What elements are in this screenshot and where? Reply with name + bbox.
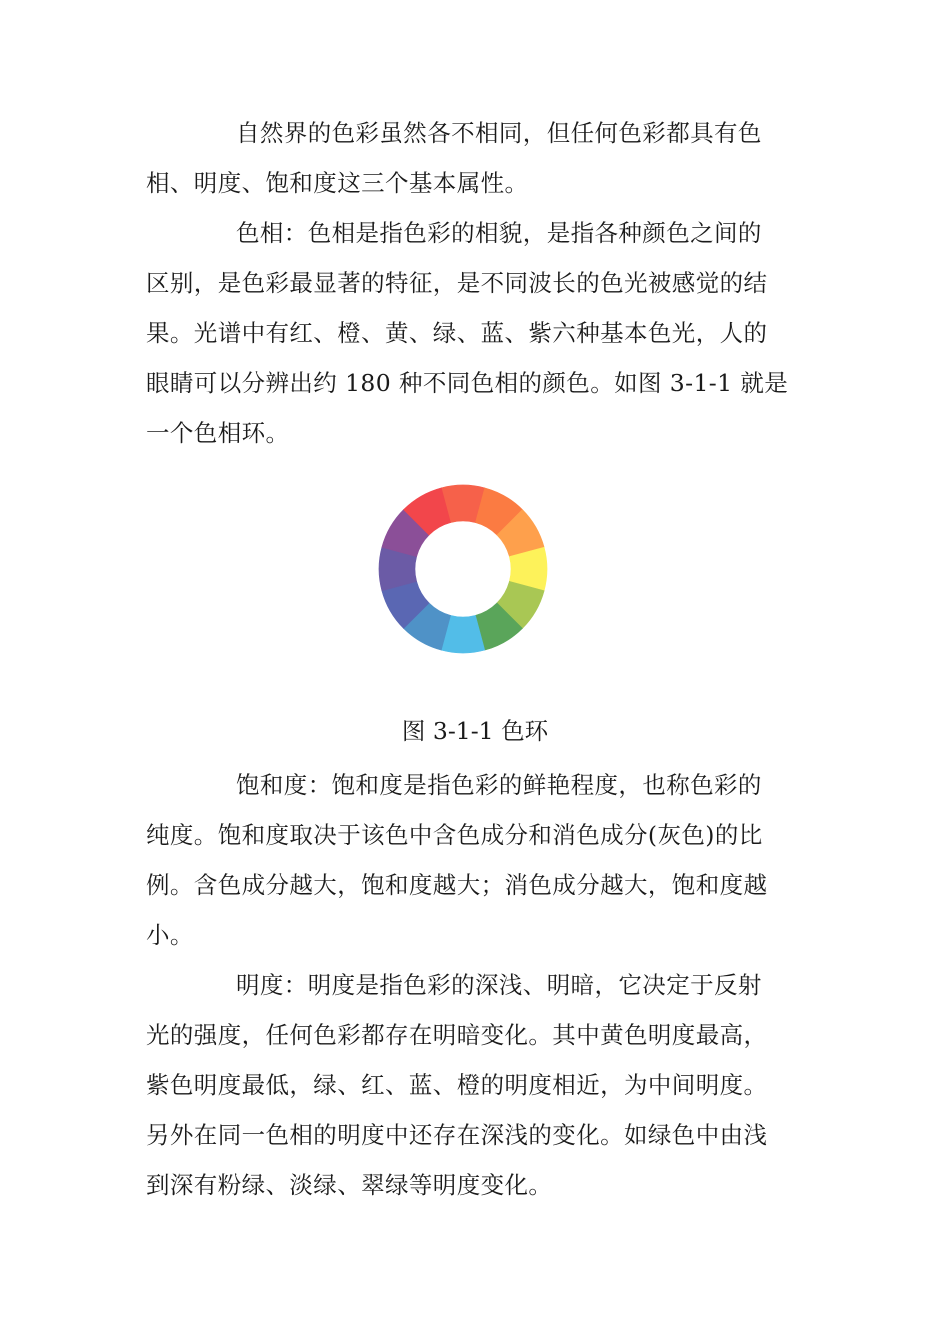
text-line: 明度：明度是指色彩的深浅、明暗，它决定于反射 <box>236 971 762 999</box>
text-line: 区别，是色彩最显著的特征，是不同波长的色光被感觉的结 <box>146 269 768 297</box>
text-line: 眼睛可以分辨出约 180 种不同色相的颜色。如图 3-1-1 就是 <box>146 369 789 397</box>
text-line: 色相：色相是指色彩的相貌，是指各种颜色之间的 <box>236 219 762 247</box>
text-line: 光的强度，任何色彩都存在明暗变化。其中黄色明度最高， <box>146 1021 768 1049</box>
text-line: 一个色相环。 <box>146 419 290 447</box>
text-line: 纯度。饱和度取决于该色中含色成分和消色成分(灰色)的比 <box>146 821 763 849</box>
text-line: 另外在同一色相的明度中还存在深浅的变化。如绿色中由浅 <box>146 1121 768 1149</box>
text-line: 紫色明度最低，绿、红、蓝、橙的明度相近，为中间明度。 <box>146 1071 768 1099</box>
text-line: 果。光谱中有红、橙、黄、绿、蓝、紫六种基本色光，人的 <box>146 319 768 347</box>
text-line: 小。 <box>146 921 194 949</box>
color-wheel-figure <box>377 483 549 655</box>
text-line: 饱和度：饱和度是指色彩的鲜艳程度，也称色彩的 <box>236 771 762 799</box>
text-line: 例。含色成分越大，饱和度越大；消色成分越大，饱和度越 <box>146 871 768 899</box>
text-line: 相、明度、饱和度这三个基本属性。 <box>146 169 529 197</box>
text-line: 自然界的色彩虽然各不相同，但任何色彩都具有色 <box>236 119 762 147</box>
text-line: 到深有粉绿、淡绿、翠绿等明度变化。 <box>146 1171 553 1199</box>
figure-caption: 图 3-1-1 色环 <box>401 717 549 745</box>
